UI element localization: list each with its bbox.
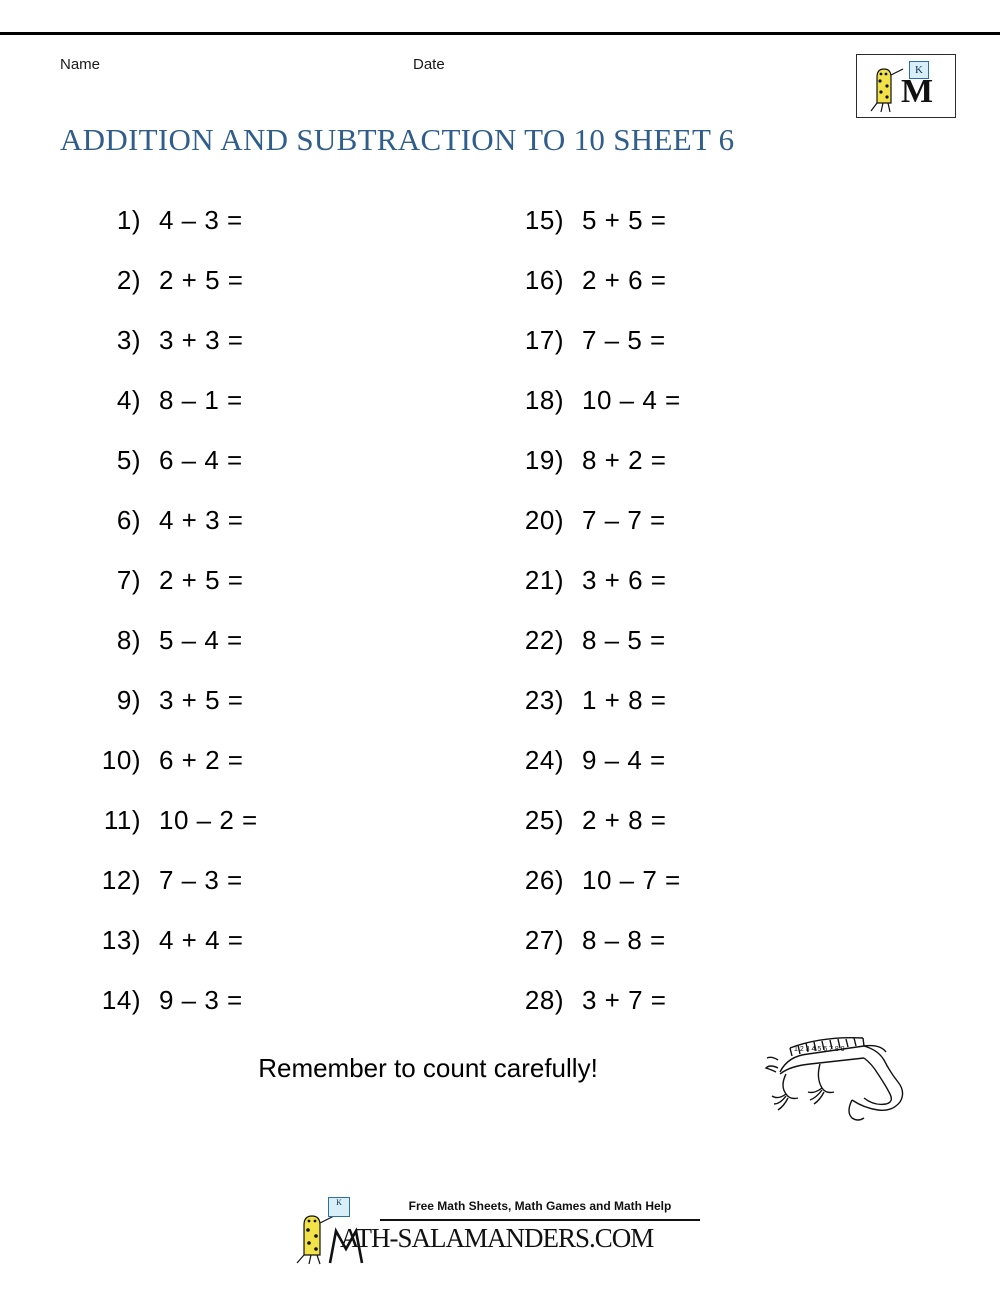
question-item: [518, 865, 681, 925]
question-expression: 5 – 4 =: [159, 625, 243, 655]
question-expression: 10 – 7 =: [582, 865, 681, 895]
question-number: 18): [524, 385, 564, 415]
question-expression: 1 + 8 =: [582, 685, 667, 715]
question-item: [95, 325, 258, 385]
question-item: [95, 385, 258, 445]
question-number: 15): [524, 205, 564, 235]
question-expression: 7 – 7 =: [582, 505, 666, 535]
question-number: 26): [524, 865, 564, 895]
lizard-illustration-icon: [760, 1030, 910, 1150]
question-number: 28): [524, 985, 564, 1015]
question-item: [95, 265, 258, 325]
question-number: 2): [116, 265, 141, 295]
question-number: 8): [116, 625, 141, 655]
question-column-right: [518, 205, 681, 1045]
date-label: Date: [413, 56, 445, 73]
question-number: 3): [116, 325, 141, 355]
question-item: [95, 745, 258, 805]
page-title: ADDITION AND SUBTRACTION TO 10 SHEET 6: [60, 122, 735, 157]
question-item: [518, 385, 681, 445]
question-expression: 2 + 8 =: [582, 805, 667, 835]
question-expression: 9 – 3 =: [159, 985, 243, 1015]
question-expression: 5 + 5 =: [582, 205, 667, 235]
question-expression: 7 – 5 =: [582, 325, 666, 355]
question-expression: 2 + 5 =: [159, 565, 244, 595]
question-number: 23): [524, 685, 564, 715]
brand-tagline: Free Math Sheets, Math Games and Math Help: [408, 1199, 672, 1213]
question-number: 11): [103, 805, 141, 835]
brand-k-text: K: [336, 1198, 342, 1207]
question-expression: 4 + 3 =: [159, 505, 244, 535]
question-expression: 8 + 2 =: [582, 445, 667, 475]
worksheet-header: [0, 56, 1000, 110]
question-expression: 3 + 6 =: [582, 565, 667, 595]
question-expression: 2 + 5 =: [159, 265, 244, 295]
question-number: 16): [524, 265, 564, 295]
question-item: [95, 925, 258, 985]
question-item: [518, 625, 681, 685]
question-number: 22): [524, 625, 564, 655]
question-expression: 4 – 3 =: [159, 205, 243, 235]
question-item: [518, 265, 681, 325]
question-number: 4): [116, 385, 141, 415]
question-item: [518, 205, 681, 265]
name-label: Name: [60, 56, 101, 73]
question-item: [518, 325, 681, 385]
question-number: 20): [524, 505, 564, 535]
question-number: 9): [116, 685, 141, 715]
question-expression: 6 + 2 =: [159, 745, 244, 775]
question-number: 6): [116, 505, 141, 535]
question-number: 19): [524, 445, 564, 475]
question-expression: 2 + 6 =: [582, 265, 667, 295]
question-item: [95, 805, 258, 865]
question-item: [95, 205, 258, 265]
brand-name: ATH-SALAMANDERS.COM: [340, 1223, 654, 1253]
question-item: [95, 565, 258, 625]
question-expression: 8 – 1 =: [159, 385, 243, 415]
question-expression: 6 – 4 =: [159, 445, 243, 475]
question-number: 10): [101, 745, 141, 775]
question-item: [95, 865, 258, 925]
question-item: [95, 985, 258, 1045]
question-number: 17): [524, 325, 564, 355]
question-item: [518, 925, 681, 985]
question-expression: 8 – 8 =: [582, 925, 666, 955]
question-number: 24): [524, 745, 564, 775]
question-item: [518, 745, 681, 805]
brand-divider: [380, 1219, 700, 1221]
logo-k-badge: K: [909, 61, 929, 79]
top-divider: [0, 32, 1000, 35]
question-expression: 9 – 4 =: [582, 745, 666, 775]
logo-m-letter: M: [901, 73, 932, 110]
question-expression: 8 – 5 =: [582, 625, 666, 655]
question-item: [518, 565, 681, 625]
question-item: [518, 985, 681, 1045]
question-number: 12): [101, 865, 141, 895]
question-number: 14): [101, 985, 141, 1015]
svg-text:1 2 3 4 5 6 7 8 9: 1 2 3 4 5 6 7 8 9: [794, 1046, 845, 1053]
question-number: 25): [524, 805, 564, 835]
question-item: [518, 505, 681, 565]
question-expression: 4 + 4 =: [159, 925, 244, 955]
question-column-left: [95, 205, 258, 1045]
question-item: [95, 445, 258, 505]
footer-note-text: Remember to count carefully!: [258, 1053, 598, 1083]
site-branding: [0, 1195, 1000, 1278]
question-number: 5): [116, 445, 141, 475]
question-item: [518, 445, 681, 505]
question-item: [518, 685, 681, 745]
question-expression: 10 – 4 =: [582, 385, 681, 415]
question-number: 21): [524, 565, 564, 595]
question-item: [95, 505, 258, 565]
question-expression: 7 – 3 =: [159, 865, 243, 895]
question-item: [518, 805, 681, 865]
question-expression: 10 – 2 =: [159, 805, 258, 835]
question-number: 7): [116, 565, 141, 595]
question-item: [95, 685, 258, 745]
question-number: 13): [101, 925, 141, 955]
math-salamanders-logo: [856, 54, 956, 118]
question-expression: 3 + 5 =: [159, 685, 244, 715]
question-number: 27): [524, 925, 564, 955]
question-expression: 3 + 7 =: [582, 985, 667, 1015]
question-item: [95, 625, 258, 685]
question-number: 1): [116, 205, 141, 235]
brand-k-badge: [328, 1197, 350, 1217]
question-expression: 3 + 3 =: [159, 325, 244, 355]
